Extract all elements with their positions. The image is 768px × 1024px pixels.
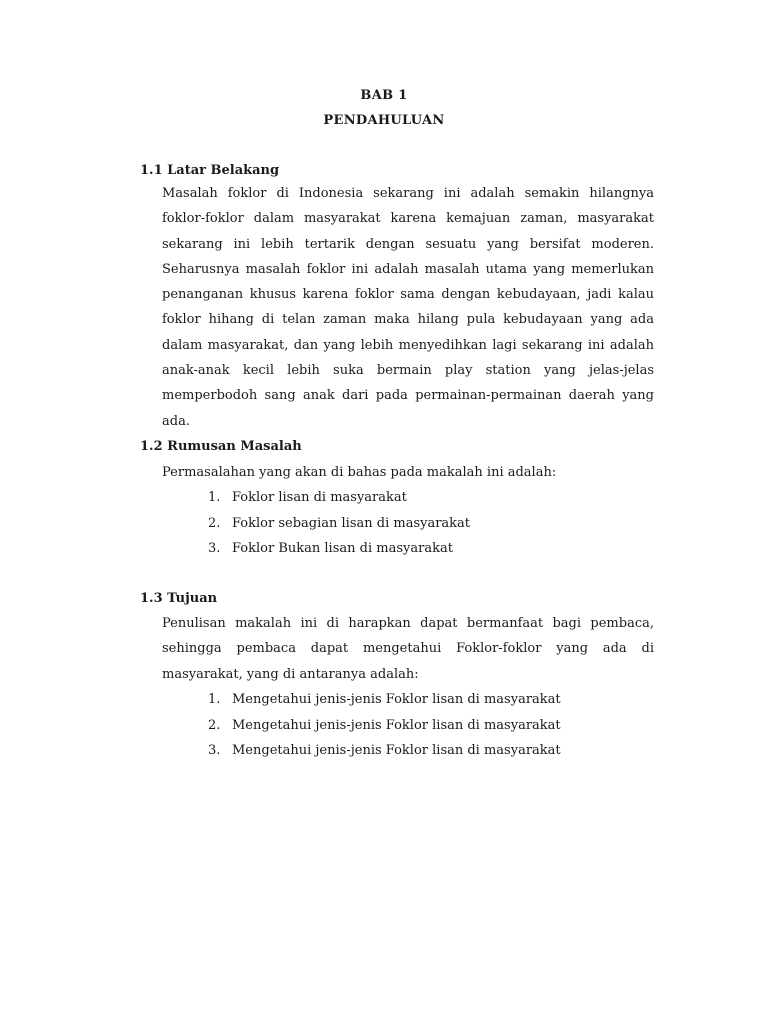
list-item-text: Foklor Bukan lisan di masyarakat — [232, 541, 453, 556]
list-item — [208, 687, 561, 713]
list-item-text: Mengetahui jenis-jenis Foklor lisan di masyarakat — [232, 743, 561, 758]
list-item-text: Mengetahui jenis-jenis Foklor lisan di masyarakat — [232, 717, 561, 733]
list-item — [208, 485, 470, 511]
list-item — [208, 738, 561, 764]
section-heading-tujuan: 1.3 Tujuan — [140, 591, 218, 606]
list-item-number: 3. — [208, 541, 221, 556]
list-item-number: 1. — [208, 490, 221, 505]
section-paragraph-tujuan: Penulisan makalah ini di harapkan dapat bermanfaat bagi pembaca, sehingga pembaca dapat mengetahui Foklor-foklor yang ada di masyarakat, yang di antaranya adalah: — [162, 616, 654, 682]
rumusan-masalah-list — [208, 485, 470, 562]
list-item-text: Foklor sebagian lisan di masyarakat — [232, 515, 471, 531]
list-item — [208, 511, 470, 537]
list-item — [208, 536, 470, 562]
list-item-text: Foklor lisan di masyarakat — [232, 490, 407, 505]
section-intro-rumusan-masalah: Permasalahan yang akan di bahas pada makalah ini adalah: — [162, 465, 557, 480]
section-paragraph-latar-belakang: Masalah foklor di Indonesia sekarang ini adalah semakin hilangnya foklor-foklor dalam masyarakat karena kemajuan zaman, masyarakat sekarang ini lebih tertarik dengan sesuatu yang bersifat moderen. Seharusnya masalah foklor ini adalah masalah utama yang memerlukan penanganan khusus karena foklor sama dengan kebudayaan, jadi kalau foklor hihang di telan zaman maka hilang pula kebudayaan yang ada dalam masyarakat, dan yang lebih menyedihkan lagi sekarang ini adalah anak-anak kecil lebih suka bermain play station yang jelas-jelas memperbodoh sang anak dari pada permainan-permainan daerah yang ada. — [162, 186, 654, 429]
list-item-number: 2. — [208, 515, 221, 531]
list-item — [208, 713, 561, 739]
chapter-title: PENDAHULUAN — [323, 113, 445, 128]
list-item-number: 1. — [208, 692, 221, 707]
section-heading-latar-belakang: 1.1 Latar Belakang — [140, 163, 280, 178]
list-item-number: 2. — [208, 717, 221, 733]
list-item-number: 3. — [208, 743, 221, 758]
list-item-text: Mengetahui jenis-jenis Foklor lisan di masyarakat — [232, 692, 561, 707]
tujuan-list — [208, 687, 561, 764]
section-heading-rumusan-masalah: 1.2 Rumusan Masalah — [140, 439, 302, 454]
chapter-number: BAB 1 — [360, 88, 408, 103]
